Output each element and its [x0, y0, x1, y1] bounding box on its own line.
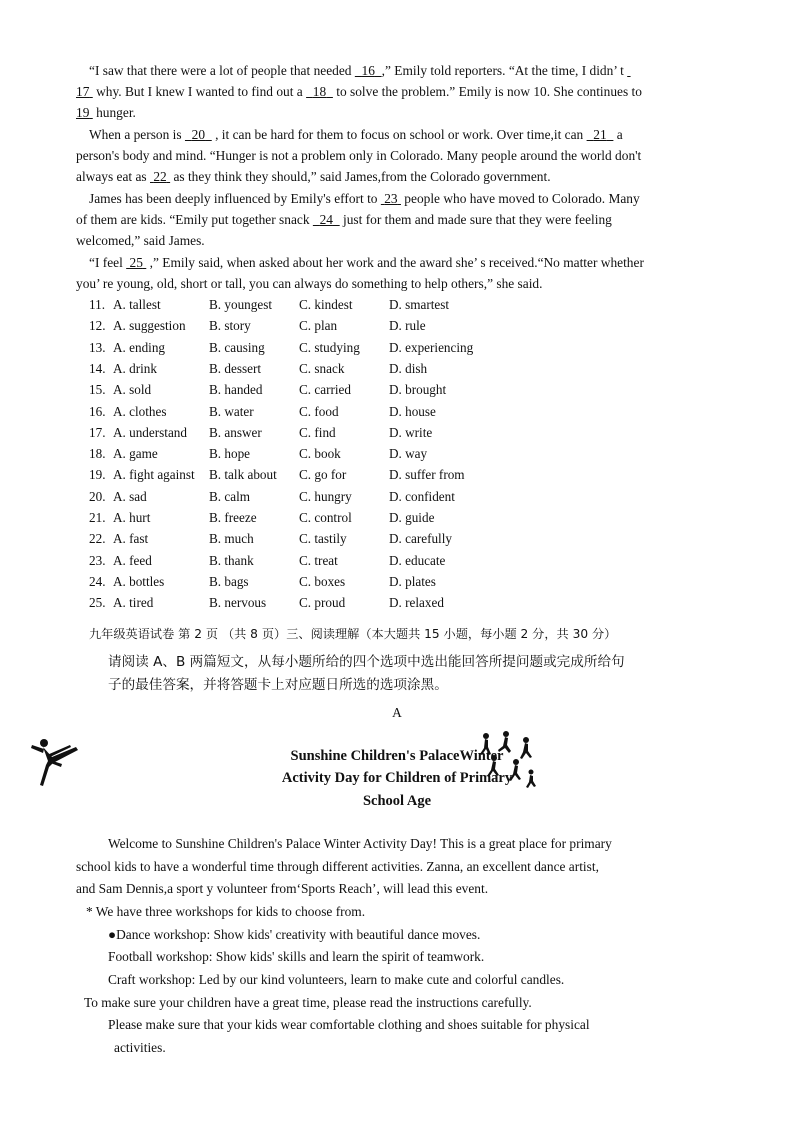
option-d: D. house	[389, 403, 436, 419]
blank-number: 20	[191, 127, 206, 142]
notice-line	[108, 948, 484, 966]
option-a: A. fight against	[113, 467, 195, 483]
option-number: 24.	[89, 573, 106, 589]
option-b: B. handed	[209, 382, 263, 398]
option-number: 11.	[89, 297, 105, 312]
option-c: C. boxes	[299, 573, 346, 589]
option-a: A. tallest	[113, 297, 161, 312]
text: ●Dance workshop: Show kids' creativity with beautiful dance moves.	[108, 927, 481, 942]
option-d: D. dish	[389, 360, 428, 376]
text: Craft workshop: Led by our kind volunteers, learn to make cute and colorful candles.	[108, 972, 565, 987]
notice-line	[108, 835, 612, 853]
option-c: C. hungry	[299, 488, 352, 504]
text: person's body and mind. “Hunger is not a problem only in Colorado. Many people around the world don't	[76, 148, 642, 163]
option-d: D. brought	[389, 382, 447, 398]
passage-line	[76, 211, 612, 229]
blank-number: 25	[129, 255, 143, 270]
text: To make sure your children have a great time, please read the instructions carefully.	[84, 995, 532, 1010]
text: James has been deeply influenced by Emily's effort to	[89, 191, 381, 206]
section-header	[89, 625, 616, 643]
option-a: A. understand	[113, 424, 187, 440]
passage-line	[76, 147, 641, 165]
instruction-line	[108, 675, 448, 695]
text: welcomed,” said James.	[76, 233, 205, 248]
blank-number: 18	[312, 84, 327, 99]
option-b: B. calm	[209, 488, 251, 504]
option-d: D. rule	[389, 318, 426, 334]
option-c: C. find	[299, 424, 336, 440]
option-d: D. smartest	[389, 297, 450, 312]
option-b: B. freeze	[209, 510, 257, 525]
section-label-text: A	[392, 705, 402, 720]
instruction-text: 子的最佳答案，并将答题卡上对应题日所选的选项涂黑。	[108, 677, 448, 693]
option-a: A. feed	[113, 552, 152, 568]
passage-line	[76, 275, 542, 293]
option-a: A. hurt	[113, 510, 151, 525]
blank-number: 24	[319, 212, 333, 227]
notice-line	[108, 971, 564, 989]
passage-line	[76, 232, 205, 250]
passage-line	[76, 168, 551, 186]
option-a: A. game	[113, 446, 158, 462]
blank-number: 23	[384, 191, 398, 206]
blank-number: 19	[76, 105, 90, 120]
notice-title	[0, 745, 794, 767]
notice-title-line: Sunshine Children's PalaceWinter	[290, 748, 504, 764]
option-b: B. story	[209, 318, 251, 334]
option-a: A. sold	[113, 382, 152, 398]
blank-number: 16	[361, 63, 375, 78]
passage-line	[76, 104, 136, 122]
option-c: C. kindest	[299, 297, 353, 312]
blank-22	[150, 169, 170, 184]
blank-17-start	[627, 63, 630, 78]
option-c: C. plan	[299, 318, 338, 334]
option-d: D. educate	[389, 552, 446, 568]
passage-line	[89, 126, 623, 144]
option-a: A. suggestion	[113, 318, 186, 334]
text: of them are kids. “Emily put together snack	[76, 212, 313, 227]
option-d: D. write	[389, 424, 433, 440]
text: Welcome to Sunshine Children's Palace Winter Activity Day! This is a great place for primary	[108, 836, 612, 851]
notice-line	[76, 858, 599, 876]
option-a: A. fast	[113, 531, 149, 547]
option-c: C. studying	[299, 339, 360, 355]
text: why. But I knew I wanted to find out a	[92, 84, 307, 99]
option-number: 23.	[89, 552, 106, 568]
text: always eat as	[76, 169, 150, 184]
blank-18	[306, 84, 333, 99]
option-d: D. relaxed	[389, 595, 444, 611]
option-b: B. youngest	[209, 297, 273, 312]
section-header-text: 九年级英语试卷 第 2 页 （共 8 页）三、阅读理解（本大题共 15 小题，每小题 2 分，共 30 分）	[89, 627, 617, 641]
option-a: A. tired	[113, 595, 154, 611]
option-c: C. control	[299, 510, 352, 525]
text: Please make sure that your kids wear comfortable clothing and shoes suitable for physical	[108, 1017, 590, 1032]
text: and Sam Dennis,a sport y volunteer from‘Sports Reach’, will lead this event.	[76, 881, 489, 896]
option-number: 20.	[89, 488, 106, 504]
notice-line	[108, 926, 480, 944]
section-label	[0, 702, 794, 724]
option-a: A. drink	[113, 360, 157, 376]
option-b: B. much	[209, 531, 254, 547]
option-number: 17.	[89, 424, 106, 440]
option-b: B. thank	[209, 552, 254, 568]
notice-title-line: Activity Day for Children of Primary	[281, 770, 513, 786]
text: Football workshop: Show kids' skills and learn the spirit of teamwork.	[108, 949, 485, 964]
blank-number: 17	[76, 84, 90, 99]
blank-19	[76, 105, 93, 120]
option-c: C. carried	[299, 382, 351, 398]
text: “I saw that there were a lot of people that needed	[89, 63, 355, 78]
blank-24	[313, 212, 340, 227]
blank-21	[587, 127, 614, 142]
option-number: 19.	[89, 467, 106, 483]
instruction-line	[108, 652, 625, 672]
option-c: C. food	[299, 403, 339, 419]
option-b: B. water	[209, 403, 254, 419]
option-number: 13.	[89, 339, 106, 355]
option-a: A. bottles	[113, 573, 165, 589]
text: When a person is	[89, 127, 185, 142]
option-b: B. hope	[209, 446, 251, 462]
option-number: 22.	[89, 531, 106, 547]
option-c: C. treat	[299, 552, 338, 568]
notice-line	[84, 994, 532, 1012]
passage-line	[89, 190, 640, 208]
blank-number: 22	[153, 169, 167, 184]
text: as they think they should,” said James,from the Colorado government.	[170, 169, 551, 184]
option-c: C. book	[299, 446, 341, 462]
option-b: B. bags	[209, 573, 249, 589]
notice-line	[76, 880, 488, 898]
option-d: D. confident	[389, 488, 455, 504]
option-b: B. nervous	[209, 595, 267, 611]
passage-line	[76, 83, 642, 101]
passage-line	[89, 62, 631, 80]
text: ,” Emily told reporters. “At the time, I didn’ t	[381, 63, 628, 78]
option-c: C. snack	[299, 360, 345, 376]
text: ,” Emily said, when asked about her work and the award she’ s received.“No matter whether	[146, 255, 644, 270]
notice-title	[0, 790, 794, 812]
option-number: 16.	[89, 403, 106, 419]
text: a	[613, 127, 623, 142]
blank-20	[185, 127, 212, 142]
option-a: A. sad	[113, 488, 147, 504]
option-number: 12.	[89, 318, 106, 334]
option-d: D. carefully	[389, 531, 452, 547]
option-a: A. ending	[113, 339, 166, 355]
blank-16	[355, 63, 382, 78]
option-d: D. experiencing	[389, 339, 474, 355]
text: “I feel	[89, 255, 127, 270]
text: activities.	[114, 1040, 166, 1055]
text: just for them and made sure that they were feeling	[339, 212, 612, 227]
option-b: B. talk about	[209, 467, 277, 483]
text: people who have moved to Colorado. Many	[400, 191, 640, 206]
instruction-text: 请阅读 A、B 两篇短文，从每小题所给的四个选项中选出能回答所提问题或完成所给句	[108, 654, 625, 670]
option-d: D. suffer from	[389, 467, 465, 483]
option-d: D. guide	[389, 510, 435, 525]
passage-line	[89, 254, 644, 272]
option-c: C. go for	[299, 467, 347, 483]
notice-line	[86, 903, 365, 921]
option-number: 21.	[89, 510, 106, 525]
notice-line	[114, 1039, 166, 1057]
option-number: 25.	[89, 595, 106, 611]
notice-title	[0, 767, 794, 789]
blank-number: 21	[593, 127, 607, 142]
blank-17	[76, 84, 93, 99]
text: to solve the problem.” Emily is now 10. She continues to	[332, 84, 642, 99]
blank-25	[126, 255, 146, 270]
text: school kids to have a wonderful time through different activities. Zanna, an excellent dance artist,	[76, 859, 599, 874]
option-d: D. way	[389, 446, 428, 462]
notice-line	[108, 1016, 590, 1034]
blank-23	[381, 191, 401, 206]
text: you’ re young, old, short or tall, you can always do something to help others,” she said.	[76, 276, 543, 291]
option-a: A. clothes	[113, 403, 167, 419]
option-number: 18.	[89, 446, 106, 462]
option-b: B. causing	[209, 339, 265, 355]
text: hunger.	[92, 105, 136, 120]
option-d: D. plates	[389, 573, 436, 589]
text: * We have three workshops for kids to choose from.	[86, 904, 366, 919]
option-number: 14.	[89, 360, 106, 376]
notice-title-line: School Age	[362, 793, 432, 809]
option-b: B. dessert	[209, 360, 262, 376]
option-b: B. answer	[209, 424, 262, 440]
text: , it can be hard for them to focus on school or work. Over time,it can	[211, 127, 587, 142]
option-c: C. tastily	[299, 531, 347, 547]
option-c: C. proud	[299, 595, 346, 611]
option-number: 15.	[89, 382, 106, 398]
